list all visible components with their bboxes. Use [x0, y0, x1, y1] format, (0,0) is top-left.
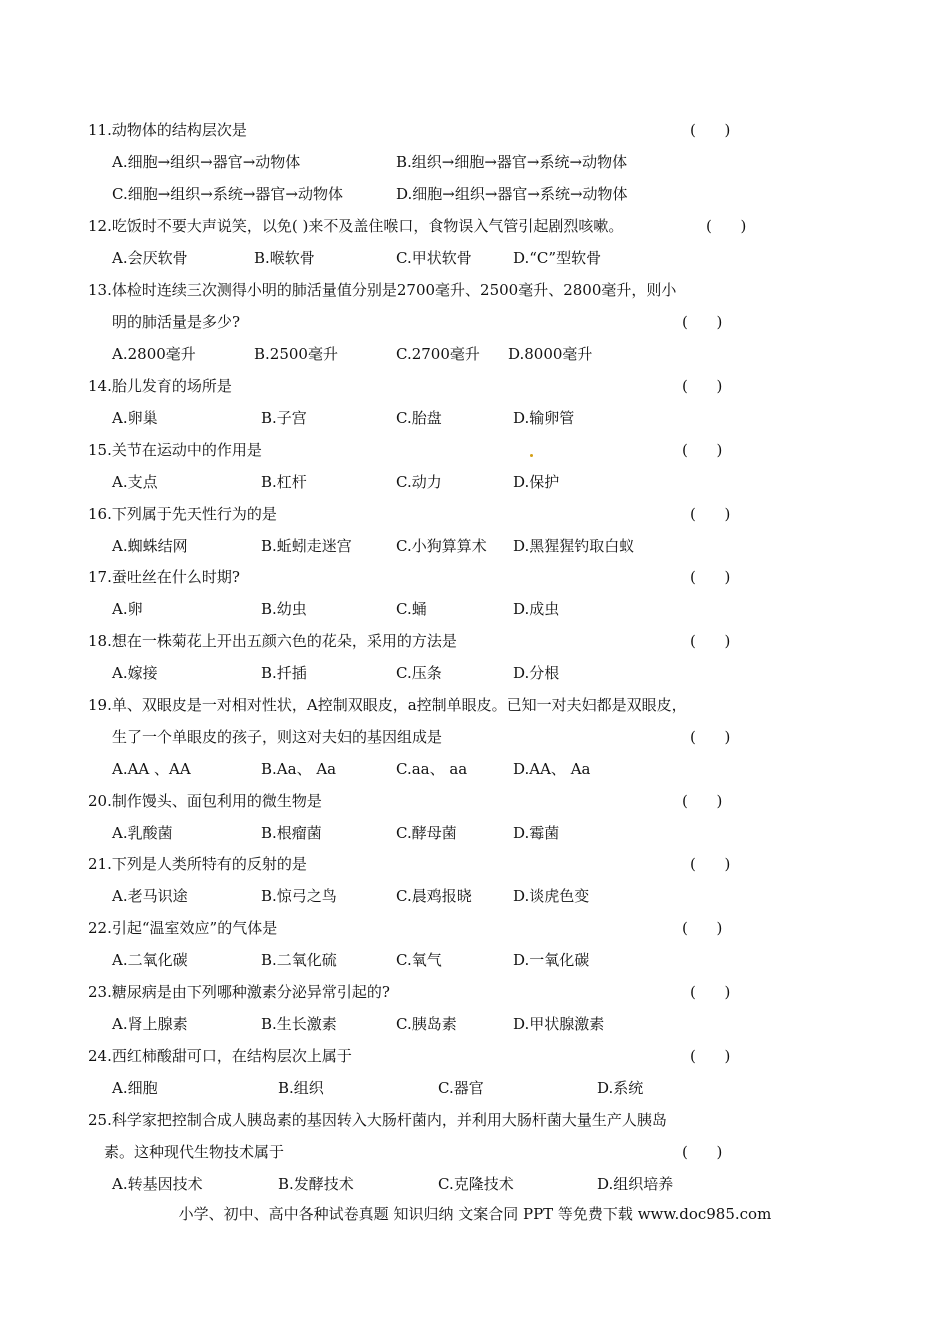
question-11-option-a: A.细胞→组织→器官→动物体 — [112, 153, 301, 171]
question-21-answer-blank: ( ) — [690, 855, 731, 873]
question-20-stem: 20.制作馒头、面包利用的微生物是 — [88, 792, 322, 810]
question-15-answer-blank: ( ) — [682, 441, 723, 459]
question-19-stem: 19.单、双眼皮是一对相对性状，A控制双眼皮，a控制单眼皮。已知一对夫妇都是双眼皮， — [88, 696, 687, 714]
question-21-stem: 21.下列是人类所特有的反射的是 — [88, 855, 307, 873]
question-13-option-a: A.2800毫升 — [112, 345, 196, 363]
question-12-option-c: C.甲状软骨 — [396, 249, 472, 267]
question-16-answer-blank: ( ) — [690, 505, 731, 523]
question-20-option-c: C.酵母菌 — [396, 824, 457, 842]
question-25-option-a: A.转基因技术 — [112, 1175, 203, 1193]
question-24-option-a: A.细胞 — [112, 1079, 158, 1097]
question-14-option-b: B.子宫 — [261, 409, 307, 427]
question-18-answer-blank: ( ) — [690, 632, 731, 650]
question-12-option-b: B.喉软骨 — [254, 249, 315, 267]
question-24-option-b: B.组织 — [278, 1079, 324, 1097]
question-19-stem-continued: 生了一个单眼皮的孩子，则这对夫妇的基因组成是 — [112, 728, 443, 746]
question-16-stem: 16.下列属于先天性行为的是 — [88, 505, 277, 523]
question-22-option-d: D.一氧化碳 — [513, 951, 590, 969]
question-15-stem: 15.关节在运动中的作用是 — [88, 441, 262, 459]
question-24-option-d: D.系统 — [597, 1079, 644, 1097]
question-12-answer-blank: ( ) — [706, 217, 747, 235]
question-16-option-d: D.黑猩猩钓取白蚁 — [513, 537, 635, 555]
question-13-answer-blank: ( ) — [682, 313, 723, 331]
question-12-option-a: A.会厌软骨 — [112, 249, 188, 267]
question-22-option-c: C.氧气 — [396, 951, 442, 969]
question-17-option-d: D.成虫 — [513, 600, 560, 618]
question-25-option-c: C.克隆技术 — [438, 1175, 514, 1193]
question-21-option-d: D.谈虎色变 — [513, 887, 590, 905]
question-20-option-d: D.霉菌 — [513, 824, 560, 842]
question-11-option-c: C.细胞→组织→系统→器官→动物体 — [112, 185, 343, 203]
question-22-answer-blank: ( ) — [682, 919, 723, 937]
question-14-option-d: D.输卵管 — [513, 409, 575, 427]
question-20-option-b: B.根瘤菌 — [261, 824, 322, 842]
question-20-option-a: A.乳酸菌 — [112, 824, 173, 842]
question-23-option-c: C.胰岛素 — [396, 1015, 457, 1033]
question-15-option-c: C.动力 — [396, 473, 442, 491]
question-16-option-a: A.蜘蛛结网 — [112, 537, 188, 555]
question-11-answer-blank: ( ) — [690, 121, 731, 139]
question-19-option-c: C.aa、 aa — [396, 760, 468, 778]
question-12-stem: 12.吃饭时不要大声说笑，以免( )来不及盖住喉口，食物误入气管引起剧烈咳嗽。 — [88, 217, 624, 235]
question-17-stem: 17.蚕吐丝在什么时期? — [88, 568, 240, 586]
question-17-option-b: B.幼虫 — [261, 600, 307, 618]
question-16-option-c: C.小狗算算术 — [396, 537, 487, 555]
question-23-option-b: B.生长激素 — [261, 1015, 337, 1033]
question-11-option-d: D.细胞→组织→器官→系统→动物体 — [396, 185, 628, 203]
question-20-answer-blank: ( ) — [682, 792, 723, 810]
question-12-option-d: D.“C”型软骨 — [513, 249, 602, 267]
question-25-option-d: D.组织培养 — [597, 1175, 674, 1193]
question-14-option-c: C.胎盘 — [396, 409, 442, 427]
question-22-option-a: A.二氧化碳 — [112, 951, 188, 969]
question-14-answer-blank: ( ) — [682, 377, 723, 395]
question-18-option-c: C.压条 — [396, 664, 442, 682]
question-24-answer-blank: ( ) — [690, 1047, 731, 1065]
question-11-stem: 11.动物体的结构层次是 — [88, 121, 247, 139]
question-22-option-b: B.二氧化硫 — [261, 951, 337, 969]
question-15-option-b: B.杠杆 — [261, 473, 307, 491]
question-24-option-c: C.器官 — [438, 1079, 484, 1097]
question-25-answer-blank: ( ) — [682, 1143, 723, 1161]
question-25-stem-continued: 素。这种现代生物技术属于 — [104, 1143, 285, 1161]
question-19-option-b: B.Aa、 Aa — [261, 760, 337, 778]
question-19-option-a: A.AA 、AA — [112, 760, 191, 778]
stray-mark — [530, 454, 533, 457]
question-23-option-d: D.甲状腺激素 — [513, 1015, 605, 1033]
question-23-answer-blank: ( ) — [690, 983, 731, 1001]
question-17-answer-blank: ( ) — [690, 568, 731, 586]
question-18-option-a: A.嫁接 — [112, 664, 158, 682]
question-21-option-c: C.晨鸡报晓 — [396, 887, 472, 905]
question-22-stem: 22.引起“温室效应”的气体是 — [88, 919, 278, 937]
question-23-stem: 23.糖尿病是由下列哪种激素分泌异常引起的? — [88, 983, 390, 1001]
question-18-option-b: B.扦插 — [261, 664, 307, 682]
question-13-option-c: C.2700毫升 — [396, 345, 480, 363]
question-11-option-b: B.组织→细胞→器官→系统→动物体 — [396, 153, 628, 171]
question-25-stem: 25.科学家把控制合成人胰岛素的基因转入大肠杆菌内，并利用大肠杆菌大量生产人胰岛 — [88, 1111, 667, 1129]
question-15-option-a: A.支点 — [112, 473, 158, 491]
question-19-answer-blank: ( ) — [690, 728, 731, 746]
question-25-option-b: B.发酵技术 — [278, 1175, 354, 1193]
question-21-option-b: B.惊弓之鸟 — [261, 887, 337, 905]
question-13-option-b: B.2500毫升 — [254, 345, 338, 363]
question-14-stem: 14.胎儿发育的场所是 — [88, 377, 232, 395]
question-15-option-d: D.保护 — [513, 473, 560, 491]
question-18-option-d: D.分根 — [513, 664, 560, 682]
question-13-stem-continued: 明的肺活量是多少? — [112, 313, 241, 331]
question-19-option-d: D.AA、 Aa — [513, 760, 591, 778]
question-17-option-a: A.卵 — [112, 600, 143, 618]
question-21-option-a: A.老马识途 — [112, 887, 188, 905]
question-14-option-a: A.卵巢 — [112, 409, 158, 427]
question-23-option-a: A.肾上腺素 — [112, 1015, 188, 1033]
question-16-option-b: B.蚯蚓走迷宫 — [261, 537, 352, 555]
question-18-stem: 18.想在一株菊花上开出五颜六色的花朵，采用的方法是 — [88, 632, 457, 650]
question-13-option-d: D.8000毫升 — [508, 345, 593, 363]
question-24-stem: 24.西红柿酸甜可口，在结构层次上属于 — [88, 1047, 352, 1065]
question-13-stem: 13.体检时连续三次测得小明的肺活量值分别是2700毫升、2500毫升、2800毫升，则小 — [88, 281, 677, 299]
footer-watermark-text: 小学、初中、高中各种试卷真题 知识归纳 文案合同 PPT 等免费下载 www.doc985.com — [178, 1205, 772, 1223]
question-17-option-c: C.蛹 — [396, 600, 427, 618]
